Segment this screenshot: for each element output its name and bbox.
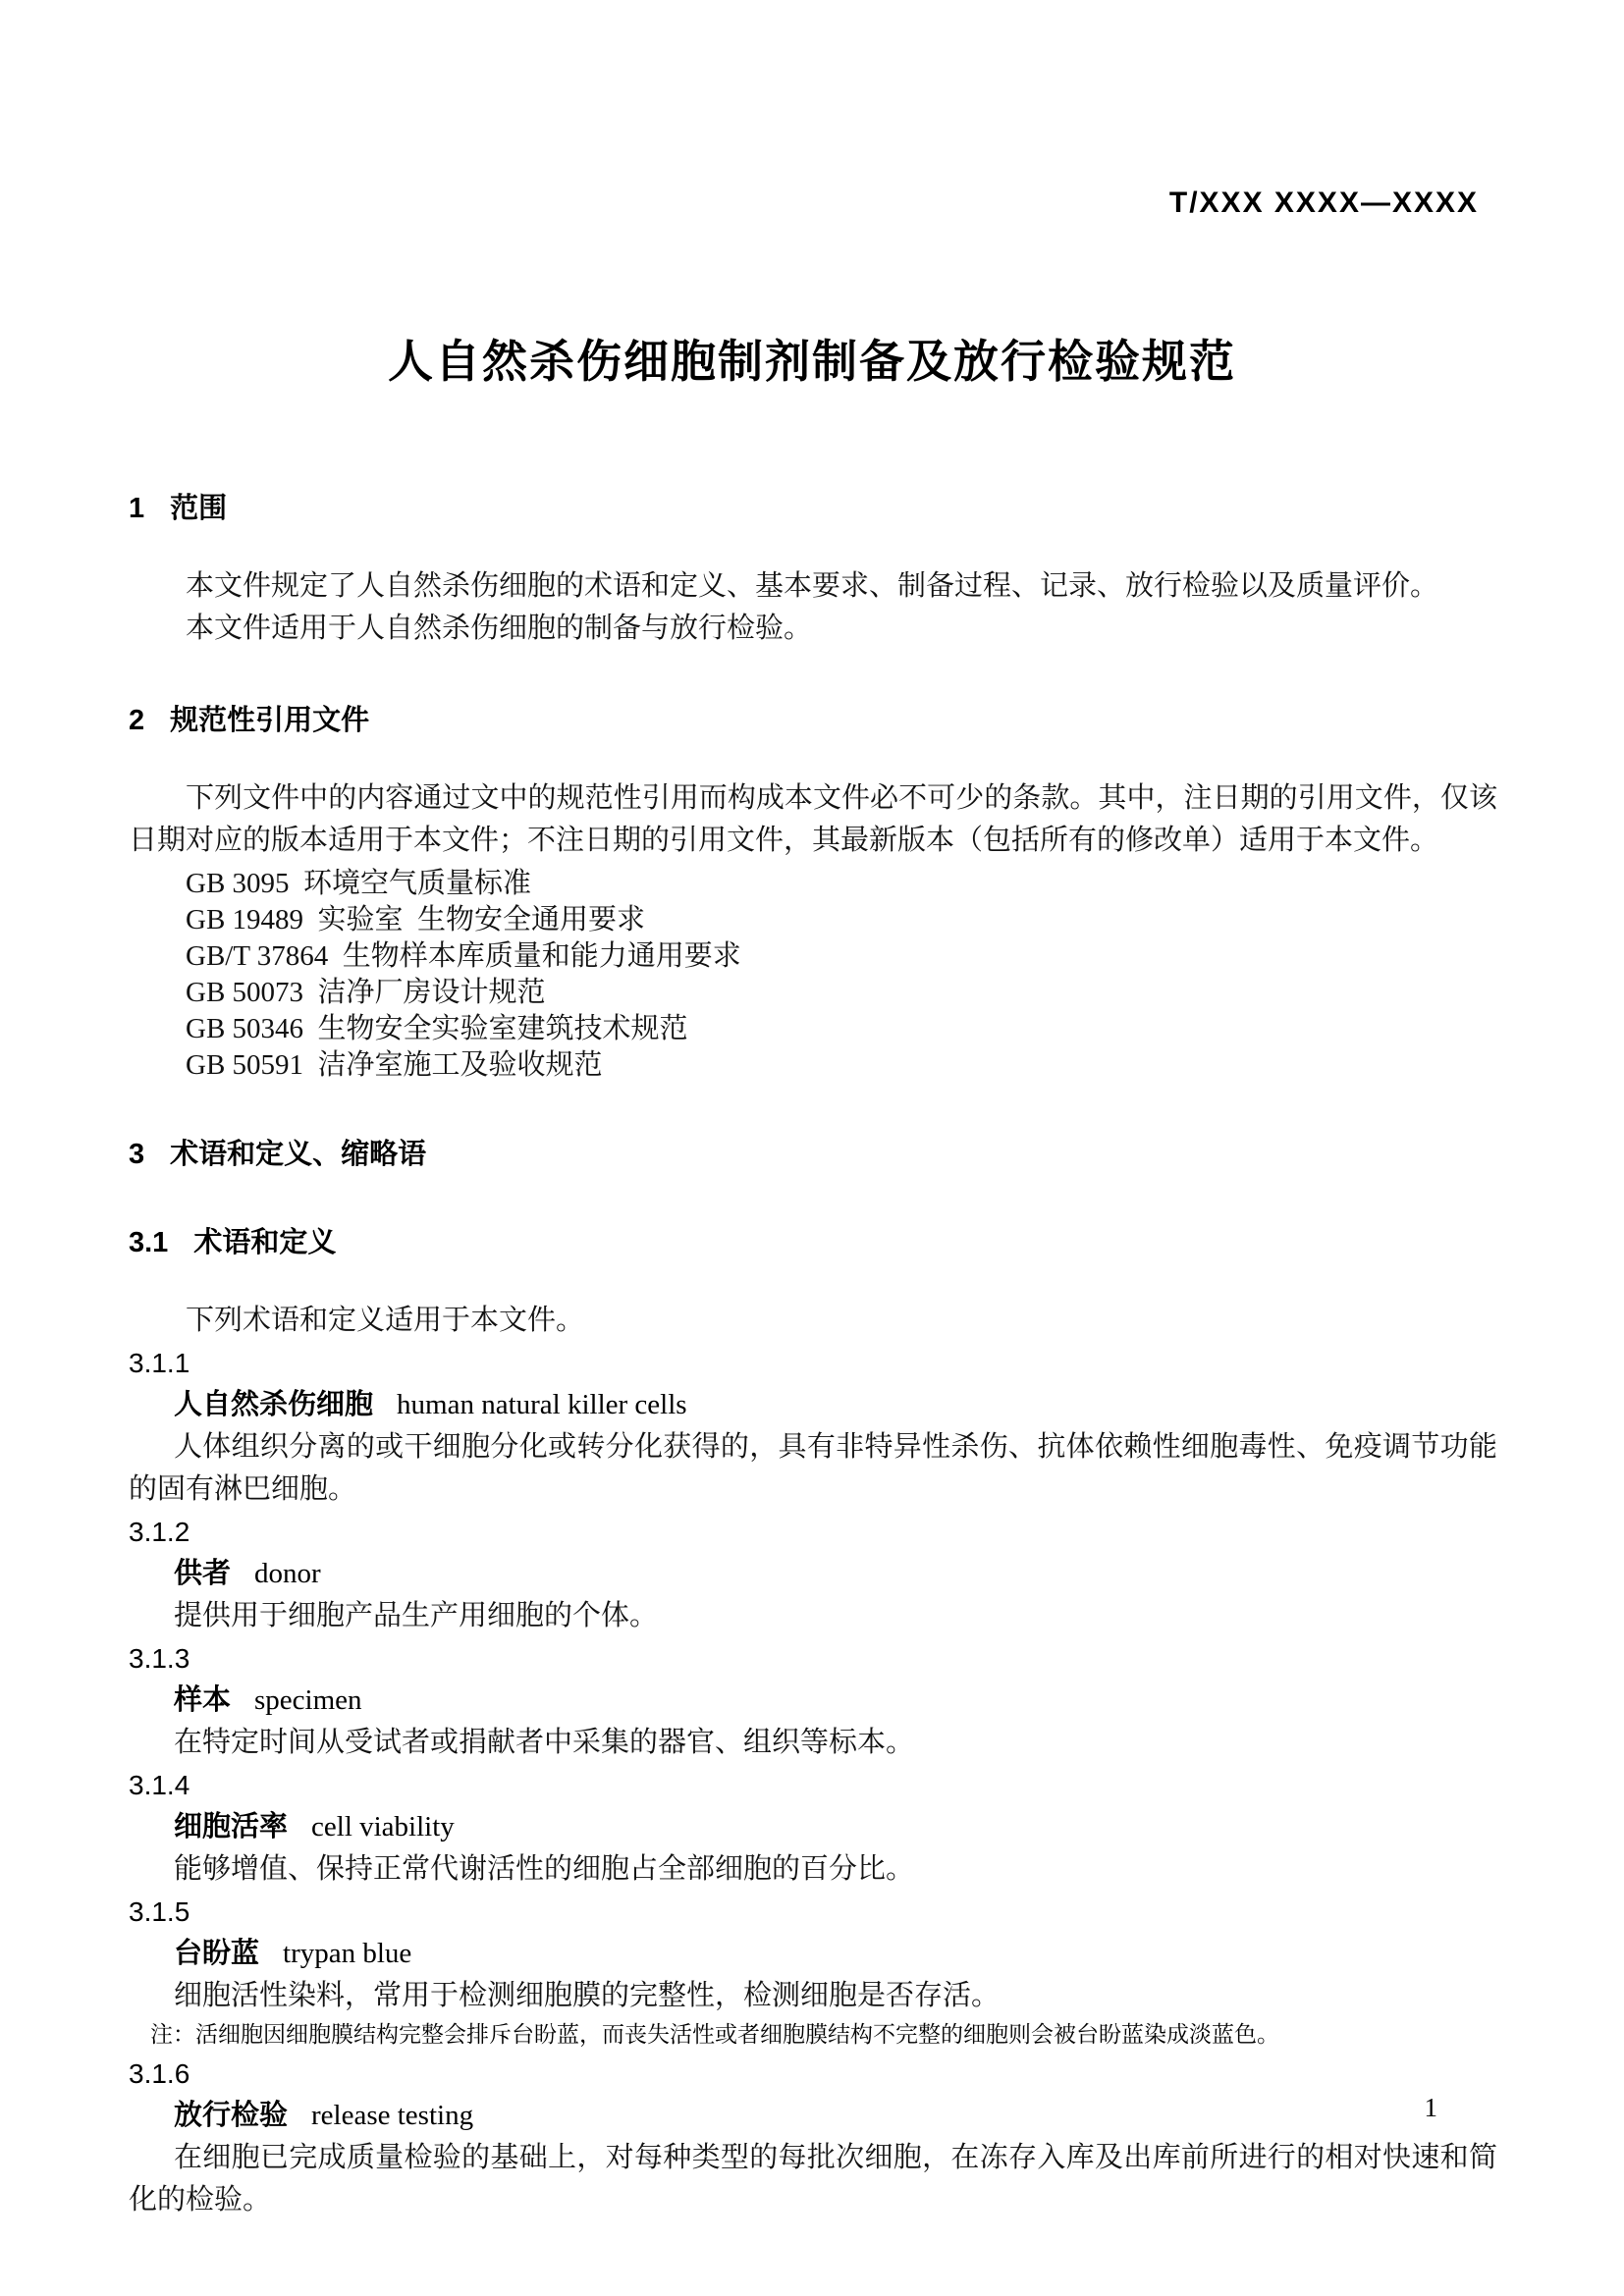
section-3-number: 3 xyxy=(129,1139,145,1170)
term-title-line xyxy=(129,1553,1497,1595)
term-english: specimen xyxy=(254,1684,362,1716)
term-title-line xyxy=(129,2095,1497,2137)
term-chinese: 细胞活率 xyxy=(174,1811,289,1842)
reference-item: GB 19489 实验室 生物安全通用要求 xyxy=(186,904,646,935)
term-entry xyxy=(129,1511,1497,1637)
section-3-heading xyxy=(129,1135,1497,1174)
term-entry xyxy=(129,2053,1497,2221)
section-2-number: 2 xyxy=(129,705,145,736)
term-chinese: 供者 xyxy=(174,1558,232,1589)
term-number: 3.1.3 xyxy=(129,1643,190,1674)
section-1-paragraph-1: 本文件规定了人自然杀伤细胞的术语和定义、基本要求、制备过程、记录、放行检验以及质量评价。 xyxy=(186,570,1439,602)
term-number: 3.1.5 xyxy=(129,1896,190,1927)
section-3-1-title: 术语和定义 xyxy=(193,1227,337,1258)
term-definition: 在细胞已完成质量检验的基础上，对每种类型的每批次细胞，在冻存入库及出库前所进行的相对快速和简化的检验。 xyxy=(129,2142,1497,2216)
term-entry xyxy=(129,1764,1497,1891)
document-title: 人自然杀伤细胞制剂制备及放行检验规范 xyxy=(388,336,1236,387)
section-2-paragraph: 下列文件中的内容通过文中的规范性引用而构成本文件必不可少的条款。其中，注日期的引用文件，仅该日期对应的版本适用于本文件；不注日期的引用文件，其最新版本（包括所有的修改单）适用于本文件。 xyxy=(129,782,1497,856)
document-body xyxy=(129,489,1497,2221)
term-english: cell viability xyxy=(311,1811,455,1842)
section-1-number: 1 xyxy=(129,493,145,524)
term-definition: 能够增值、保持正常代谢活性的细胞占全部细胞的百分比。 xyxy=(174,1853,915,1885)
standard-code-header: T/XXX XXXX—XXXX xyxy=(1168,187,1479,219)
normative-references-list xyxy=(129,866,1497,1084)
terms-intro-paragraph: 下列术语和定义适用于本文件。 xyxy=(186,1305,585,1336)
term-definition: 提供用于细胞产品生产用细胞的个体。 xyxy=(174,1600,659,1631)
term-note: 注：活细胞因细胞膜结构完整会排斥台盼蓝，而丧失活性或者细胞膜结构不完整的细胞则会被台盼蓝染成淡蓝色。 xyxy=(150,2022,1279,2047)
term-chinese: 样本 xyxy=(174,1684,232,1716)
section-2-title: 规范性引用文件 xyxy=(170,705,370,736)
term-english: release testing xyxy=(311,2100,474,2131)
reference-item: GB/T 37864 生物样本库质量和能力通用要求 xyxy=(186,940,741,972)
section-3-1-number: 3.1 xyxy=(129,1227,169,1258)
term-title-line xyxy=(129,1806,1497,1848)
term-number: 3.1.1 xyxy=(129,1348,190,1378)
reference-item: GB 50591 洁净室施工及验收规范 xyxy=(186,1049,603,1081)
term-definition: 人体组织分离的或干细胞分化或转分化获得的，具有非特异性杀伤、抗体依赖性细胞毒性、免疫调节功能的固有淋巴细胞。 xyxy=(129,1431,1497,1505)
term-title-line xyxy=(129,1680,1497,1722)
term-chinese: 人自然杀伤细胞 xyxy=(174,1389,374,1420)
section-3-1-heading xyxy=(129,1223,1497,1262)
reference-item: GB 50346 生物安全实验室建筑技术规范 xyxy=(186,1013,688,1044)
term-entry xyxy=(129,1342,1497,1511)
term-english: human natural killer cells xyxy=(397,1389,687,1420)
term-english: trypan blue xyxy=(283,1938,412,1969)
section-1-paragraph-2: 本文件适用于人自然杀伤细胞的制备与放行检验。 xyxy=(186,613,813,644)
section-2-heading xyxy=(129,701,1497,740)
term-title-line xyxy=(129,1384,1497,1426)
section-3-title: 术语和定义、缩略语 xyxy=(170,1139,427,1170)
section-1-heading xyxy=(129,489,1497,528)
term-entry xyxy=(129,1891,1497,2053)
reference-item: GB 50073 洁净厂房设计规范 xyxy=(186,977,546,1008)
reference-item: GB 3095 环境空气质量标准 xyxy=(186,868,532,899)
page-number: 1 xyxy=(1424,2093,1437,2122)
term-number: 3.1.4 xyxy=(129,1770,190,1800)
term-title-line xyxy=(129,1933,1497,1975)
term-entry xyxy=(129,1637,1497,1764)
term-english: donor xyxy=(254,1558,321,1589)
term-chinese: 放行检验 xyxy=(174,2100,289,2131)
term-definition: 在特定时间从受试者或捐献者中采集的器官、组织等标本。 xyxy=(174,1727,915,1758)
term-number: 3.1.2 xyxy=(129,1517,190,1547)
term-definition: 细胞活性染料，常用于检测细胞膜的完整性，检测细胞是否存活。 xyxy=(174,1980,1001,2011)
term-chinese: 台盼蓝 xyxy=(174,1938,260,1969)
section-1-title: 范围 xyxy=(170,493,228,524)
term-number: 3.1.6 xyxy=(129,2058,190,2089)
